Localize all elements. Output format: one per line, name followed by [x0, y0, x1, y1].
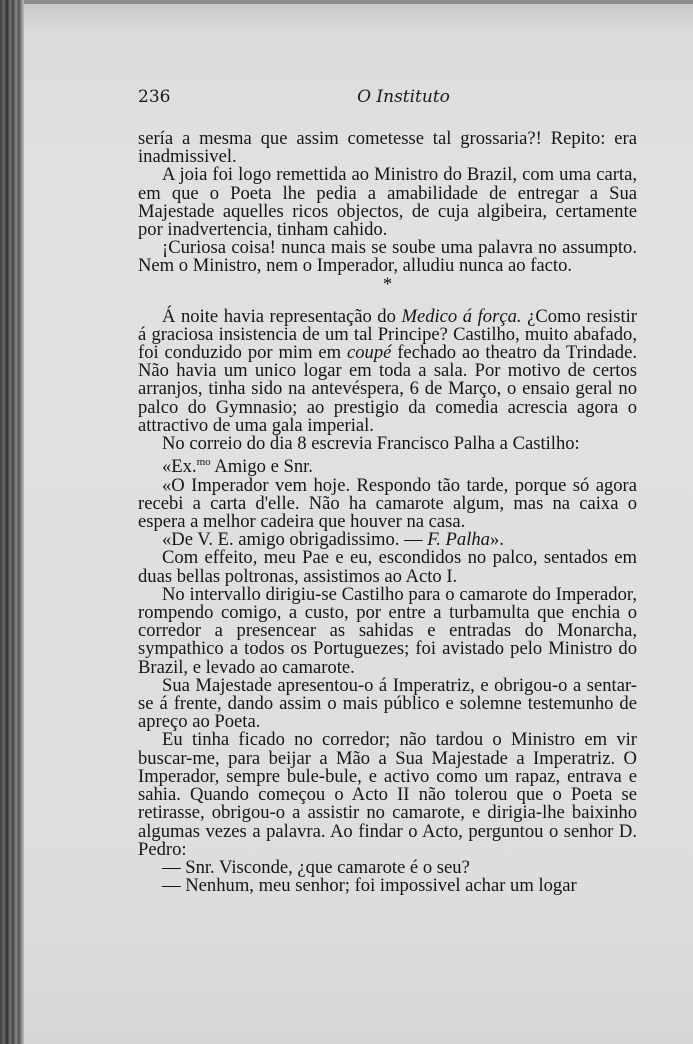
- play-title: Medico á força.: [401, 305, 522, 327]
- paragraph: No correio do dia 8 escrevia Francisco Palha a Castilho:: [162, 433, 580, 455]
- paragraph: «O Imperador vem hoje. Respondo tão tarde, porque só agora recebi a carta d'elle. Não ha camarote algum, mas na caixa o espera a melhor cadeira que houver na casa.: [138, 474, 637, 533]
- section-break-asterisk: *: [382, 273, 393, 295]
- text-run: Á noite havia representação do: [162, 305, 402, 327]
- text-run: Amigo e Snr.: [210, 456, 313, 478]
- text-run: ».: [489, 529, 504, 551]
- dialogue-line: — Snr. Visconde, ¿que camarote é o seu?: [162, 856, 470, 878]
- text-run: fechado ao theatro da Trindade. Não havia um unico logar em toda a sala. Por motivo de certos arranjos, tinha sido na antevéspera, 6 de Março, o ensaio geral no palco do Gymnasio; ao prestigio da comedia acrescia agora o attractivo de uma gala imperial.: [138, 342, 637, 436]
- paragraph: sería a mesma que assim cometesse tal grossaria?! Repito: era inadmissivel.: [138, 128, 637, 168]
- running-title: O Instituto: [357, 87, 450, 107]
- page-header: [138, 87, 633, 113]
- paragraph: Eu tinha ficado no corredor; não tardou o Ministro em vir buscar-me, para beijar a Mão a Sua Majestade a Imperatriz. O Imperador, sempre bule-bule, e activo como um rapaz, entrava e sahia. Quando começou o Acto II não tolerou que o Poeta se retirasse, obrigou-o a assistir no camarote, e dirigia-lhe baixinho algumas vezes a palavra. Ao findar o Acto, perguntou o senhor D. Pedro:: [138, 729, 637, 860]
- paragraph: [138, 453, 637, 476]
- paragraph: Sua Majestade apresentou-o á Imperatriz, e obrigou-o a sentar-se á frente, dando assim o mais público e solemne testemunho de apreço ao Poeta.: [138, 674, 637, 733]
- superscript: mo: [196, 456, 211, 469]
- body-text: [138, 130, 637, 895]
- text-run: «Ex.: [162, 456, 197, 478]
- paragraph: A joia foi logo remettida ao Ministro do Brazil, com uma carta, em que o Poeta lhe pedia a amabilidade de entregar a Sua Majestade aquelles ricos objectos, de cuja algibeira, certamente por inadvertencia, tinham cahido.: [138, 164, 637, 241]
- italic-word: coupé: [346, 342, 392, 364]
- text-run: ¿Como resistir á graciosa insistencia de um tal Principe? Castilho, muito abafado, foi conduzido por mim em: [138, 305, 637, 364]
- paragraph: ¡Curiosa coisa! nunca mais se soube uma palavra no assumpto. Nem o Ministro, nem o Imperador, alludiu nunca ao facto.: [138, 237, 637, 277]
- page-number: 236: [138, 87, 171, 107]
- paragraph: [138, 305, 637, 436]
- book-page-edges: [0, 0, 24, 1044]
- paragraph: Com effeito, meu Pae e eu, escondidos no palco, sentados em duas bellas poltronas, assistimos ao Acto I.: [138, 547, 637, 587]
- signature-name: F. Palha: [427, 529, 490, 551]
- paragraph: No intervallo dirigiu-se Castilho para o camarote do Imperador, rompendo comigo, a custo, por entre a turbamulta que enchia o corredor a presencear as sahidas e entradas do Monarcha, sympathico a todos os Portuguezes; foi avistado pelo Ministro do Brazil, e levado ao camarote.: [138, 583, 637, 678]
- text-run: «De V. E. amigo obrigadissimo. —: [162, 529, 428, 551]
- dialogue-line: — Nenhum, meu senhor; foi impossivel achar um logar: [162, 875, 577, 897]
